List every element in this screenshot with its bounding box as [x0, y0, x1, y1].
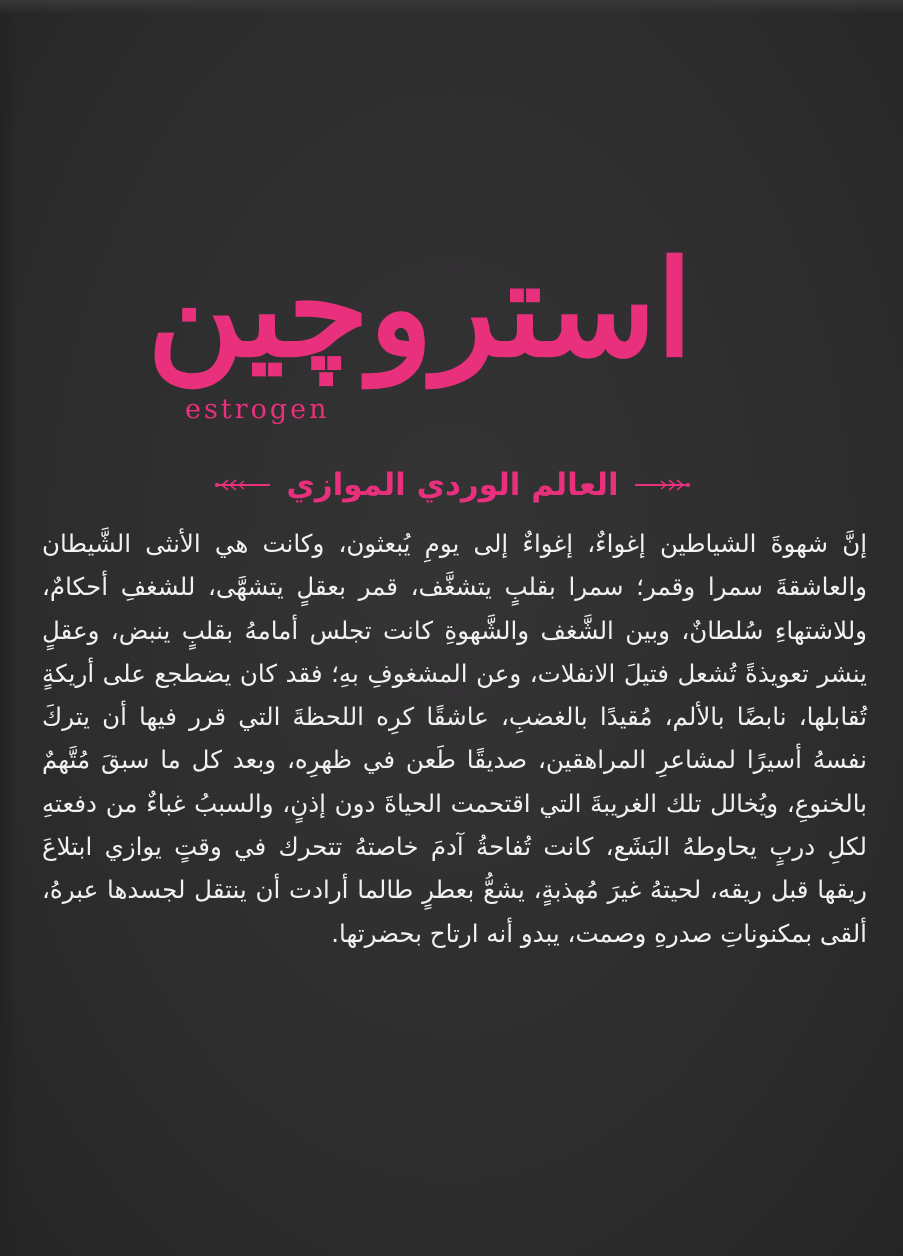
filigree-ornament-icon [214, 478, 272, 492]
cover-edge-shadow [0, 0, 18, 1256]
cover-edge-highlight [0, 0, 903, 14]
title-block [100, 225, 740, 435]
filigree-ornament-icon [633, 478, 691, 492]
book-title-arabic: استروچين [147, 232, 693, 387]
blurb-text-block [42, 522, 867, 955]
subtitle-row [125, 463, 780, 507]
blurb-paragraph: إنَّ شهوةَ الشياطين إغواءٌ، إغواءٌ إلى يومِ يُبعثون، وكانت هي الأنثى الشَّيطان والعاشقةَ سمرا وقمر؛ سمرا بقلبٍ يتشغَّف، قمر بعقلٍ يتشهَّى، للشغفِ أحكامٌ، وللاشتهاءِ سُلطانٌ، وبين الشَّغف والشَّهوةِ كانت تجلس أمامهُ بقلبٍ ينبض، وعقلٍ ينشر تعويذةً تُشعل فتيلَ الانفلات، وعن المشغوفِ بهِ؛ فقد كان يضطجع على أريكةٍ تُقابلها، نابضًا بالألم، مُقيدًا بالغضبِ، عاشقًا كرِه اللحظةَ التي قرر فيها أن يتركَ نفسهُ أسيرًا لمشاعرِ المراهقين، صديقًا طَعن في ظهرِه، وبعد كل ما سبقَ مُتَّهمٌ بالخنوعِ، ويُخالل تلك الغريبةَ التي اقتحمت الحياةَ دون إذنٍ، والسببُ غباءٌ من دفعتهِ لكلِ دربٍ يحاوطهُ البَشَع، كانت تُفاحةُ آدمَ خاصتهُ تتحرك في وقتٍ يوازي ابتلاعَ ريقها قبل ريقه، لحيتهُ غيرَ مُهذبةٍ، يشعُّ بعطرٍ طالما أرادت أن ينتقل لجسدها عبرهُ، ألقى بمكنوناتِ صدرهِ وصمت، يبدو أنه ارتاح بحضرتها. [42, 529, 867, 948]
book-subtitle: العالم الوردي الموازي [286, 467, 619, 503]
book-title-latin: estrogen [185, 394, 330, 425]
